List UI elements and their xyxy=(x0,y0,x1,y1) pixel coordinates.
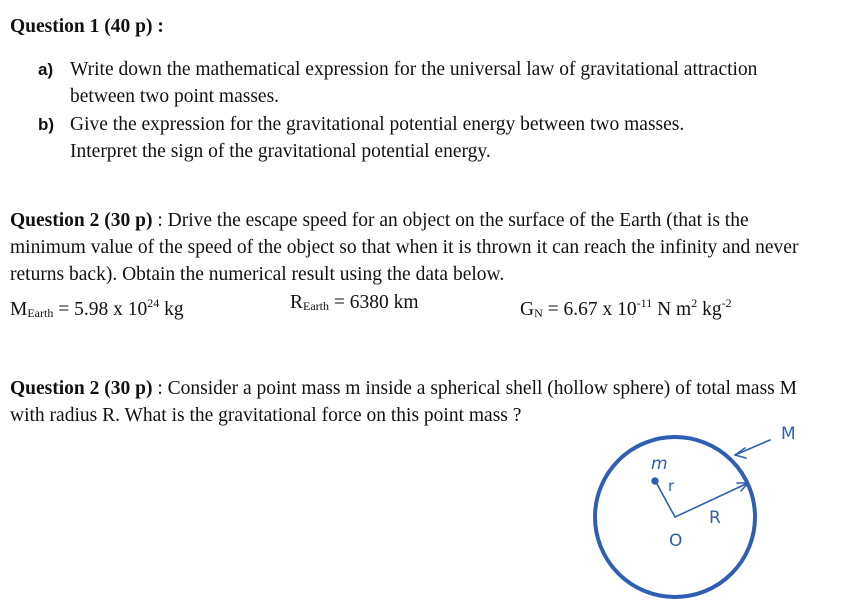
question-3-text-2: with radius R. What is the gravitational force on this point mass ? xyxy=(10,405,522,426)
g-unit-1: N m xyxy=(652,299,692,320)
q1-a-line-1: Write down the mathematical expression for the universal law of gravitational attraction xyxy=(70,59,758,80)
point-mass-label: m xyxy=(651,454,668,474)
g-symbol: G xyxy=(520,299,535,320)
question-1-title: Question 1 (40 p) : xyxy=(10,16,164,37)
big-R-label: R xyxy=(709,508,721,528)
point-mass-dot xyxy=(652,478,658,484)
g-exponent: -11 xyxy=(636,296,653,310)
q1-a-line-2: between two point masses. xyxy=(70,86,280,107)
question-2-title: Question 2 (30 p) xyxy=(10,210,153,231)
q1-b-line-2: Interpret the sign of the gravitational potential energy. xyxy=(70,141,491,162)
earth-mass-subscript: Earth xyxy=(27,306,54,320)
question-2-text-2: minimum value of the speed of the object so that when it is thrown it can reach the infinity and never xyxy=(10,237,799,258)
earth-mass-exponent: 24 xyxy=(147,296,160,310)
q1-b-marker: b) xyxy=(38,115,55,134)
question-3-title: Question 2 (30 p) xyxy=(10,378,153,399)
g-unit-2: kg xyxy=(697,299,722,320)
g-unit-2-exponent: -2 xyxy=(721,296,732,310)
shell-mass-label: M xyxy=(781,424,796,444)
question-2-text-1: Drive the escape speed for an object on the surface of the Earth (that is the xyxy=(167,210,749,231)
mass-pointer-line xyxy=(735,440,770,455)
origin-label: O xyxy=(669,531,683,551)
earth-mass-unit: kg xyxy=(159,299,184,320)
question-3-colon: : xyxy=(152,378,168,399)
g-subscript: N xyxy=(534,306,543,320)
small-r-label: r xyxy=(668,477,675,495)
earth-mass-value: = 5.98 x 10 xyxy=(53,299,148,320)
question-2-text-3: returns back). Obtain the numerical result using the data below. xyxy=(10,264,505,285)
q1-b-line-1: Give the expression for the gravitational potential energy between two masses. xyxy=(70,114,685,135)
earth-radius-subscript: Earth xyxy=(303,299,330,313)
question-2-colon: : xyxy=(152,210,168,231)
earth-radius-symbol: R xyxy=(290,292,304,313)
g-value: = 6.67 x 10 xyxy=(542,299,637,320)
earth-mass-symbol: M xyxy=(10,299,28,320)
g-unit-1-exponent: 2 xyxy=(691,296,698,310)
q1-a-marker: a) xyxy=(38,60,54,79)
question-3-text-1: Consider a point mass m inside a spherical shell (hollow sphere) of total mass M xyxy=(167,378,797,399)
earth-radius-value: = 6380 km xyxy=(329,292,419,313)
